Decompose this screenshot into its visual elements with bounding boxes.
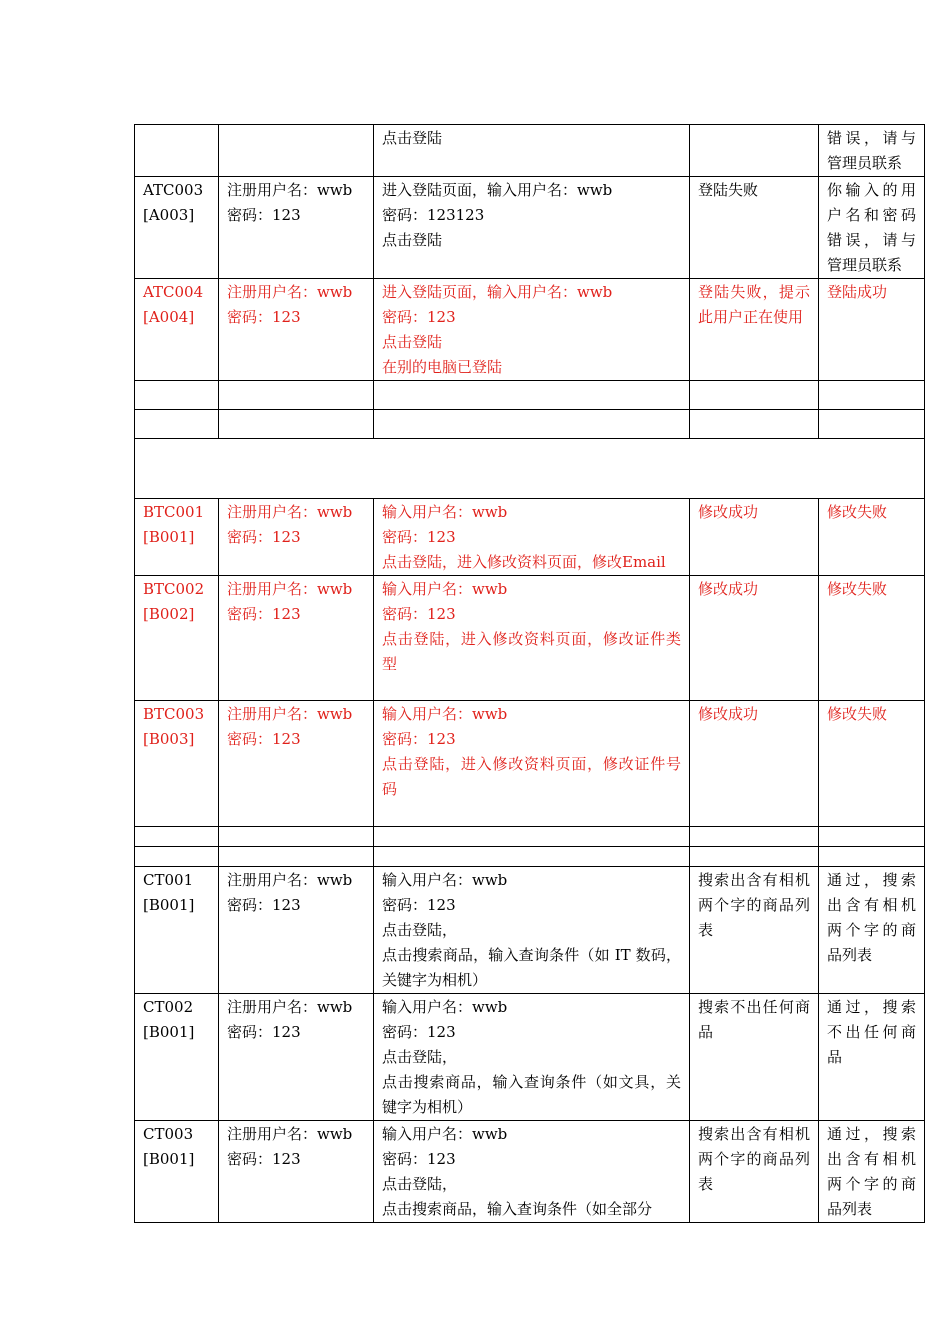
case-id-cell: CT003 [B001]: [135, 1121, 219, 1223]
table-row: [135, 701, 925, 827]
table-row: [135, 279, 925, 381]
actual-result-cell: [819, 827, 925, 847]
section-cell: [135, 439, 925, 499]
test-case-table-body: [135, 125, 925, 1223]
table-row: [135, 847, 925, 867]
case-id-cell: BTC003 [B003]: [135, 701, 219, 827]
case-id-cell: BTC002 [B002]: [135, 576, 219, 701]
steps-cell: 输入用户名：wwb 密码：123 点击登陆，进入修改资料页面，修改Email: [374, 499, 690, 576]
table-row: [135, 125, 925, 177]
table-row: [135, 867, 925, 994]
case-id-cell: CT001 [B001]: [135, 867, 219, 994]
table-row: [135, 994, 925, 1121]
steps-cell: [374, 381, 690, 410]
actual-result-cell: 修改失败: [819, 499, 925, 576]
precondition-cell: 注册用户名：wwb 密码：123: [219, 279, 374, 381]
steps-cell: [374, 847, 690, 867]
steps-cell: 输入用户名：wwb 密码：123 点击登陆， 点击搜索商品，输入查询条件（如文具，关键字为相机）: [374, 994, 690, 1121]
precondition-cell: [219, 847, 374, 867]
actual-result-cell: 通过，搜索不出任何商品: [819, 994, 925, 1121]
actual-result-cell: 通过，搜索出含有相机两个字的商品列表: [819, 867, 925, 994]
expected-result-cell: [690, 410, 819, 439]
case-id-cell: BTC001 [B001]: [135, 499, 219, 576]
actual-result-cell: 通过，搜索出含有相机两个字的商品列表: [819, 1121, 925, 1223]
actual-result-cell: [819, 847, 925, 867]
table-section-row: [135, 439, 925, 499]
precondition-cell: [219, 125, 374, 177]
expected-result-cell: 登陆失败: [690, 177, 819, 279]
expected-result-cell: 搜索不出任何商品: [690, 994, 819, 1121]
steps-cell: 点击登陆: [374, 125, 690, 177]
steps-cell: 进入登陆页面，输入用户名：wwb 密码：123 点击登陆 在别的电脑已登陆: [374, 279, 690, 381]
steps-cell: 输入用户名：wwb 密码：123 点击登陆，进入修改资料页面，修改证件号码: [374, 701, 690, 827]
actual-result-cell: 登陆成功: [819, 279, 925, 381]
steps-cell: [374, 410, 690, 439]
precondition-cell: [219, 381, 374, 410]
table-row: [135, 410, 925, 439]
case-id-cell: ATC004 [A004]: [135, 279, 219, 381]
precondition-cell: 注册用户名：wwb 密码：123: [219, 499, 374, 576]
case-id-cell: [135, 827, 219, 847]
expected-result-cell: 搜索出含有相机两个字的商品列表: [690, 1121, 819, 1223]
expected-result-cell: 修改成功: [690, 499, 819, 576]
actual-result-cell: 修改失败: [819, 701, 925, 827]
precondition-cell: 注册用户名：wwb 密码：123: [219, 701, 374, 827]
expected-result-cell: [690, 381, 819, 410]
expected-result-cell: 修改成功: [690, 576, 819, 701]
expected-result-cell: [690, 125, 819, 177]
case-id-cell: [135, 381, 219, 410]
precondition-cell: 注册用户名：wwb 密码：123: [219, 1121, 374, 1223]
expected-result-cell: [690, 827, 819, 847]
precondition-cell: [219, 827, 374, 847]
actual-result-cell: 修改失败: [819, 576, 925, 701]
precondition-cell: 注册用户名：wwb 密码：123: [219, 867, 374, 994]
case-id-cell: [135, 847, 219, 867]
expected-result-cell: [690, 847, 819, 867]
case-id-cell: ATC003 [A003]: [135, 177, 219, 279]
table-row: [135, 1121, 925, 1223]
precondition-cell: [219, 410, 374, 439]
table-row: [135, 177, 925, 279]
steps-cell: 输入用户名：wwb 密码：123 点击登陆， 点击搜索商品，输入查询条件（如全部分: [374, 1121, 690, 1223]
actual-result-cell: [819, 381, 925, 410]
precondition-cell: 注册用户名：wwb 密码：123: [219, 177, 374, 279]
precondition-cell: 注册用户名：wwb 密码：123: [219, 576, 374, 701]
actual-result-cell: 你输入的用户名和密码错误，请与管理员联系: [819, 177, 925, 279]
steps-cell: 进入登陆页面，输入用户名：wwb 密码：123123 点击登陆: [374, 177, 690, 279]
expected-result-cell: 登陆失败，提示此用户正在使用: [690, 279, 819, 381]
actual-result-cell: 错误，请与管理员联系: [819, 125, 925, 177]
case-id-cell: CT002 [B001]: [135, 994, 219, 1121]
case-id-cell: [135, 410, 219, 439]
steps-cell: 输入用户名：wwb 密码：123 点击登陆，进入修改资料页面，修改证件类型: [374, 576, 690, 701]
expected-result-cell: 修改成功: [690, 701, 819, 827]
expected-result-cell: 搜索出含有相机两个字的商品列表: [690, 867, 819, 994]
table-row: [135, 576, 925, 701]
steps-cell: 输入用户名：wwb 密码：123 点击登陆， 点击搜索商品，输入查询条件（如 IT 数码，关键字为相机）: [374, 867, 690, 994]
case-id-cell: [135, 125, 219, 177]
table-row: [135, 827, 925, 847]
table-row: [135, 381, 925, 410]
test-case-table: [134, 124, 925, 1223]
precondition-cell: 注册用户名：wwb 密码：123: [219, 994, 374, 1121]
actual-result-cell: [819, 410, 925, 439]
steps-cell: [374, 827, 690, 847]
table-row: [135, 499, 925, 576]
